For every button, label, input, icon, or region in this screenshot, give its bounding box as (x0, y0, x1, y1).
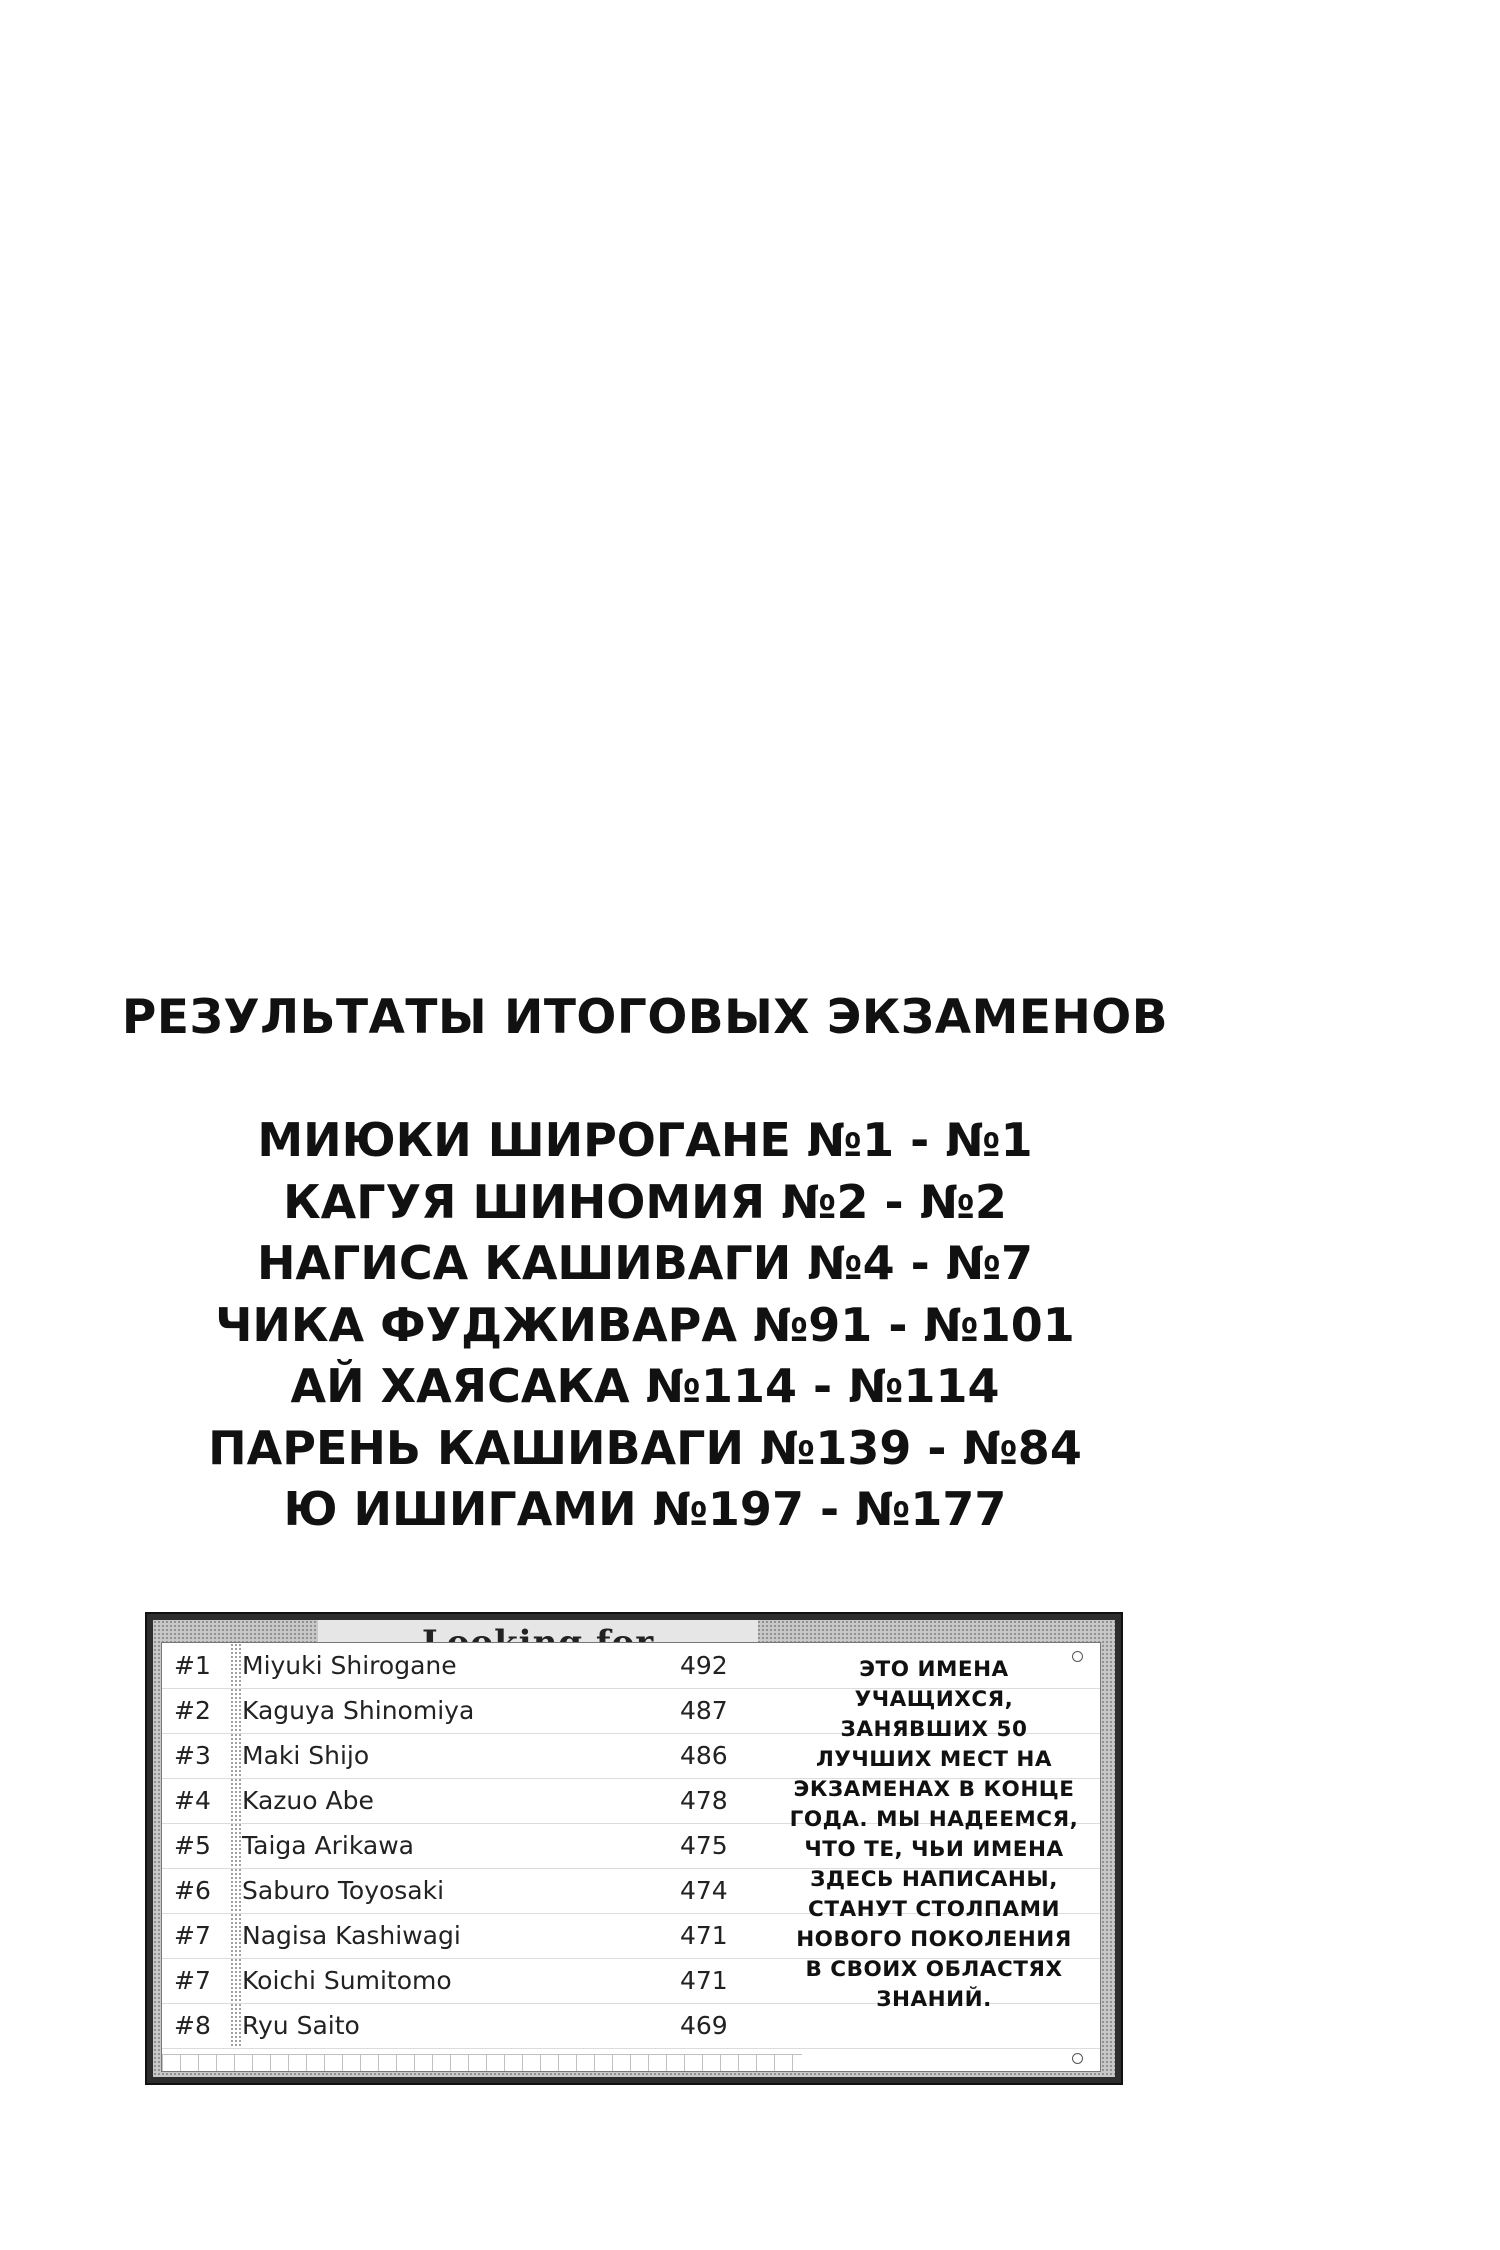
ranking-row (162, 1823, 802, 1868)
result-line: МИЮКИ ШИРОГАНЕ №1 - №1 (257, 1113, 1033, 1167)
rank-number: #6 (174, 1876, 211, 1905)
ranking-row (162, 1913, 802, 1958)
rank-number: #8 (174, 2011, 211, 2040)
rank-number: #3 (174, 1741, 211, 1770)
student-name: Koichi Sumitomo (242, 1966, 452, 1995)
student-score: 474 (680, 1876, 728, 1905)
rank-number: #5 (174, 1831, 211, 1860)
row-texture (230, 1688, 242, 1733)
result-line: ЧИКА ФУДЖИВАРА №91 - №101 (215, 1297, 1075, 1352)
student-score: 492 (680, 1651, 728, 1680)
result-line: КАГУЯ ШИНОМИЯ №2 - №2 (283, 1174, 1007, 1229)
student-score: 475 (680, 1831, 728, 1860)
student-name: Taiga Arikawa (242, 1831, 414, 1860)
student-score: 469 (680, 2011, 728, 2040)
page-heading: РЕЗУЛЬТАТЫ ИТОГОВЫХ ЭКЗАМЕНОВ (121, 990, 1169, 1045)
board-background (153, 1620, 1115, 2077)
ruler-strip (162, 2054, 802, 2071)
ranking-row (162, 2003, 802, 2048)
student-score: 471 (680, 1966, 728, 1995)
row-texture (230, 1778, 242, 1823)
ranking-row (162, 1643, 802, 1688)
row-texture (230, 1733, 242, 1778)
ranking-row (162, 1958, 802, 2003)
student-name: Nagisa Kashiwagi (242, 1921, 461, 1950)
board-banner (318, 1620, 758, 1642)
row-texture (230, 1823, 242, 1868)
ranking-board (145, 1612, 1123, 2085)
row-texture (230, 1913, 242, 1958)
result-line: ПАРЕНЬ КАШИВАГИ №139 - №84 (208, 1420, 1082, 1475)
student-name: Ryu Saito (242, 2011, 360, 2040)
results-list (0, 1110, 1500, 1541)
student-score: 478 (680, 1786, 728, 1815)
pin-icon (1072, 2053, 1083, 2064)
result-line: НАГИСА КАШИВАГИ №4 - №7 (256, 1236, 1034, 1290)
result-line: Ю ИШИГАМИ №197 - №177 (283, 1482, 1007, 1536)
ranking-sheet (161, 1642, 1101, 2072)
rank-number: #4 (174, 1786, 211, 1815)
rank-number: #1 (174, 1651, 211, 1680)
ranking-row (162, 1733, 802, 1778)
student-score: 471 (680, 1921, 728, 1950)
student-score: 487 (680, 1696, 728, 1725)
row-texture (230, 1868, 242, 1913)
ranking-row (162, 1688, 802, 1733)
rank-number: #7 (174, 1921, 211, 1950)
student-name: Kaguya Shinomiya (242, 1696, 475, 1725)
row-divider (162, 2048, 1100, 2049)
rank-number: #7 (174, 1966, 211, 1995)
student-name: Maki Shijo (242, 1741, 370, 1770)
board-note: ЭТО ИМЕНА УЧАЩИХСЯ, ЗАНЯВШИХ 50 ЛУЧШИХ МЕСТ НА ЭКЗАМЕНАХ В КОНЦЕ ГОДА. МЫ НАДЕЕМСЯ, ЧТО ТЕ, ЧЬИ ИМЕНА ЗДЕСЬ НАПИСАНЫ, СТАНУТ СТОЛПАМИ НОВОГО ПОКОЛЕНИЯ В СВОИХ ОБЛАСТЯХ ЗНАНИЙ. (789, 1657, 1079, 2012)
result-line: АЙ ХАЯСАКА №114 - №114 (290, 1359, 1000, 1413)
student-name: Kazuo Abe (242, 1786, 374, 1815)
student-score: 486 (680, 1741, 728, 1770)
ranking-row (162, 1778, 802, 1823)
row-texture (230, 1958, 242, 2003)
student-name: Saburo Toyosaki (242, 1876, 445, 1905)
row-texture (230, 2003, 242, 2048)
rank-number: #2 (174, 1696, 211, 1725)
student-name: Miyuki Shirogane (242, 1651, 457, 1680)
ranking-row (162, 1868, 802, 1913)
row-texture (230, 1643, 242, 1688)
